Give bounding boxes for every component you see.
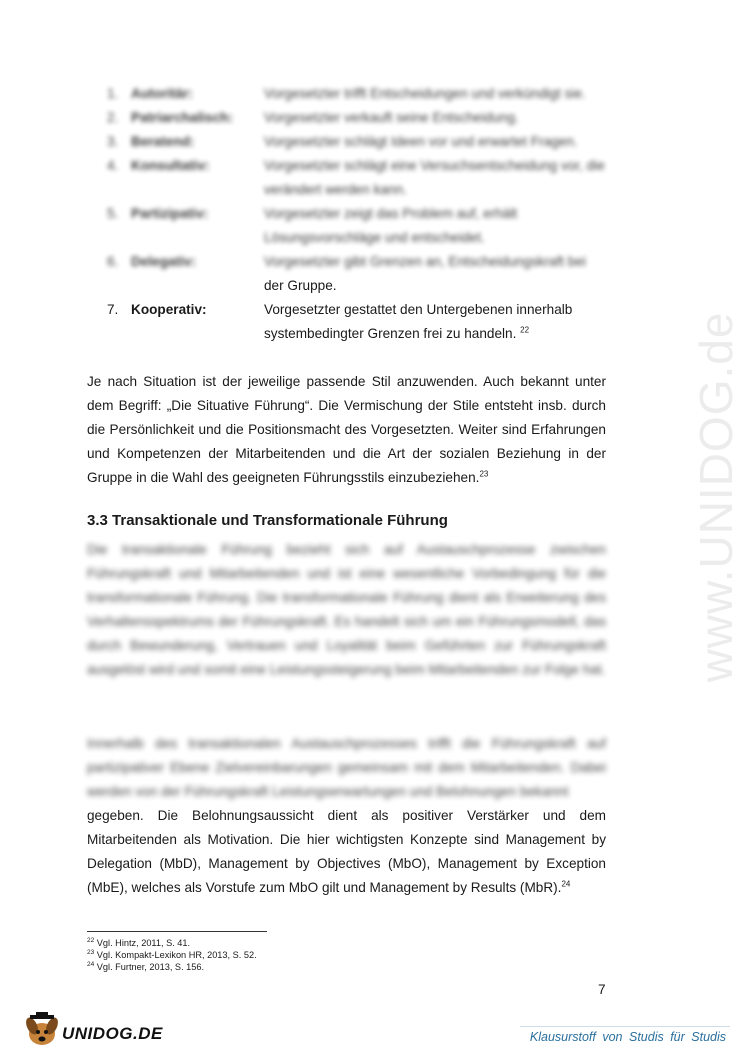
list-item-term: Beratend:: [131, 134, 195, 149]
list-item-term: Partizipativ:: [131, 206, 209, 221]
list-item-term: Autoritär:: [131, 86, 193, 101]
footnote-ref: 22: [520, 325, 530, 335]
list-item: [107, 250, 627, 298]
list-item-number: 1.: [107, 86, 119, 101]
body-paragraph: [87, 732, 606, 900]
dog-icon: [22, 1012, 62, 1048]
list-item-term: Patriarchalisch:: [131, 110, 233, 125]
list-item-description: Vorgesetzter schlägt Ideen vor und erwartet Fragen.: [264, 134, 578, 149]
list-item-description: Vorgesetzter trifft Entscheidungen und verkündigt sie.: [264, 86, 586, 101]
unidog-logo: [22, 1010, 163, 1050]
visible-description: der Gruppe.: [264, 278, 337, 293]
list-item-description: [264, 298, 627, 346]
description-text: Vorgesetzter gestattet den Untergebenen innerhalb systembedingter Grenzen frei zu handeln.: [264, 302, 573, 341]
paragraph-text: Je nach Situation ist der jeweilige passende Stil anzuwenden. Auch bekannt unter dem Begriff: „Die Situative Führung“. Die Vermischung der Stile entsteht insb. durch die Persönlichkeit und die Positionsmacht des Vorgesetzten. Weiter sind Erfahrungen und Kompetenzen der Mitarbeitenden und die Art der sozialen Beziehung in der Gruppe in die Wahl des geeigneten Führungsstils einzubeziehen.: [87, 374, 606, 485]
list-item: [107, 154, 627, 202]
list-item-description: Vorgesetzter schlägt eine Versuchsentscheidung vor, die verändert werden kann.: [264, 158, 605, 197]
page-number: 7: [598, 982, 606, 997]
leadership-style-list: [107, 82, 627, 346]
list-item: [107, 130, 627, 154]
section-heading: 3.3 Transaktionale und Transformationale Führung: [87, 512, 448, 529]
footnote-ref: 23: [479, 469, 489, 479]
body-paragraph: [87, 370, 606, 490]
list-item-description: Vorgesetzter verkauft seine Entscheidung.: [264, 110, 519, 125]
footnotes: [87, 937, 257, 973]
footnote: $^{23}$ Vgl. Kompakt-Lexikon HR, 2013, S. 52.: [87, 948, 257, 960]
list-item-term: Kooperativ:: [131, 302, 207, 317]
list-item-number: 2.: [107, 110, 119, 125]
list-item-description: [264, 250, 627, 298]
list-item-term: Delegativ:: [131, 254, 196, 269]
list-item-number: 5.: [107, 206, 119, 221]
list-item: [107, 106, 627, 130]
blurred-paragraph: Die transaktionale Führung bezieht sich auf Austauschprozesse zwischen Führungskraft und Mitarbeitenden und ist eine wesentliche Vorbedingung für die transformationale Führung. Die transformationale Führung dient als Erweiterung des Verhaltensspektrums der Führungskraft. Es handelt sich um ein Führungsmodell, das durch Bewunderung, Vertrauen und Loyalität beim Geführten zur Führungskraft ausgelöst wird und somit eine Leistungssteigerung beim Mitarbeitenden zur Folge hat.: [87, 542, 606, 677]
footer-tagline: Klausurstoff von Studis für Studis: [529, 1030, 726, 1044]
blurred-paragraph-part: Innerhalb des transaktionalen Austauschprozesses trifft die Führungskraft auf partizipativer Ebene Zielvereinbarungen gemeinsam mit dem Mitarbeitenden. Dabei werden von der Führungskraft Leistungserwartungen und Belohnungen bekannt: [87, 736, 606, 799]
footnote: $^{22}$ Vgl. Hintz, 2011, S. 41.: [87, 936, 191, 948]
blurred-description: Vorgesetzter gibt Grenzen an, Entscheidungskraft bei: [264, 254, 586, 269]
list-item-description: Vorgesetzter zeigt das Problem auf, erhält Lösungsvorschläge und entscheidet.: [264, 206, 518, 245]
list-item-number: 7.: [107, 302, 119, 317]
footnote: $^{24}$ Vgl. Furtner, 2013, S. 156.: [87, 960, 205, 972]
footnote-ref: 24: [561, 879, 571, 889]
list-item-number: 6.: [107, 254, 119, 269]
list-item: [107, 298, 627, 346]
paragraph-text: gegeben. Die Belohnungsaussicht dient als positiver Verstärker und dem Mitarbeitenden als Motivation. Die hier wichtigsten Konzepte sind Management by Delegation (MbD), Management by Objectives (MbO), Management by Exception (MbE), welches als Vorstufe zum MbO gilt und Management by Results (MbR).: [87, 808, 606, 895]
list-item-number: 3.: [107, 134, 119, 149]
footer-divider: [520, 1026, 730, 1027]
list-item: [107, 82, 627, 106]
list-item-term: Konsultativ:: [131, 158, 210, 173]
list-item-number: 4.: [107, 158, 119, 173]
footnote-divider: [87, 931, 267, 932]
watermark: www.UNIDOG.de: [690, 311, 742, 683]
logo-text: UNIDOG.DE: [62, 1024, 163, 1043]
list-item: [107, 202, 627, 250]
